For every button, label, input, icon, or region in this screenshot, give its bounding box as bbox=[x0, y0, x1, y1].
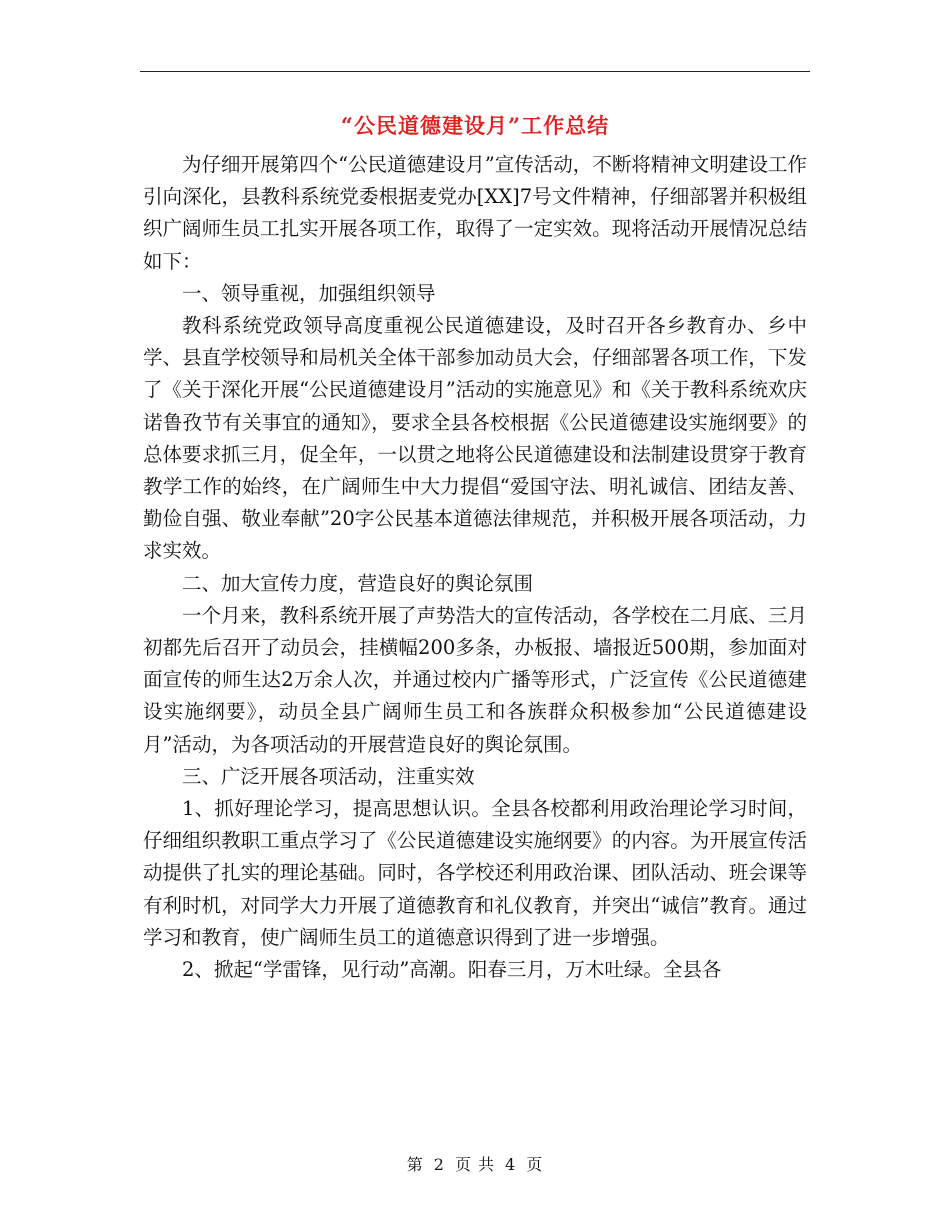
header-rule bbox=[140, 71, 810, 72]
paragraph-lei-feng: 2、掀起“学雷锋，见行动”高潮。阳春三月，万木吐绿。全县各 bbox=[182, 958, 722, 982]
page-footer bbox=[0, 1153, 950, 1177]
paragraph-intro: 为仔细开展第四个“公民道德建设月”宣传活动，不断将精神文明建设工作引向深化，县教科系统党委根据麦党办[XX]7号文件精神，仔细部署并积极组织广阔师生员工扎实开展各项工作，取得了一定实效。现将活动开展情况总结如下： bbox=[143, 153, 807, 273]
footer-total-pages: 4 bbox=[505, 1155, 517, 1174]
document-body bbox=[143, 149, 807, 986]
paragraph-theory-study: 1、抓好理论学习，提高思想认识。全县各校都利用政治理论学习时间，仔细组织教职工重点学习了《公民道德建设实施纲要》的内容。为开展宣传活动提供了扎实的理论基础。同时，各学校还利用政治课、团队活动、班会课等有利时机，对同学大力开展了道德教育和礼仪教育，并突出“诚信”教育。通过学习和教育，使广阔师生员工的道德意识得到了进一步增强。 bbox=[143, 797, 807, 949]
section-heading-1: 一、领导重视，加强组织领导 bbox=[182, 281, 436, 305]
footer-prefix: 第 bbox=[406, 1155, 424, 1174]
section-heading-3: 三、广泛开展各项活动，注重实效 bbox=[182, 764, 475, 788]
section-heading-2: 二、加大宣传力度，营造良好的舆论氛围 bbox=[182, 571, 534, 595]
document-title: “公民道德建设月”工作总结 bbox=[340, 113, 610, 138]
paragraph-publicity: 一个月来，教科系统开展了声势浩大的宣传活动，各学校在二月底、三月初都先后召开了动员会，挂横幅200多条，办板报、墙报近500期，参加面对面宣传的师生达2万余人次，并通过校内广播等形式，广泛宣传《公民道德建设实施纲要》，动员全县广阔师生员工和各族群众积极参加“公民道德建设月”活动，为各项活动的开展营造良好的舆论氛围。 bbox=[143, 603, 807, 756]
footer-middle: 页 共 bbox=[454, 1155, 496, 1174]
footer-page-number: 2 bbox=[433, 1155, 445, 1174]
paragraph-leadership: 教科系统党政领导高度重视公民道德建设，及时召开各乡教育办、乡中学、县直学校领导和局机关全体干部参加动员大会，仔细部署各项工作，下发了《关于深化开展“公民道德建设月”活动的实施意见》和《关于教科系统欢庆诺鲁孜节有关事宜的通知》，要求全县各校根据《公民道德建设实施纲要》的总体要求抓三月，促全年，一以贯之地将公民道德建设和法制建设贯穿于教育教学工作的始终，在广阔师生中大力提倡“爱国守法、明礼诚信、团结友善、勤俭自强、敬业奉献”20字公民基本道德法律规范，并积极开展各项活动，力求实效。 bbox=[143, 314, 807, 563]
footer-suffix: 页 bbox=[526, 1155, 544, 1174]
